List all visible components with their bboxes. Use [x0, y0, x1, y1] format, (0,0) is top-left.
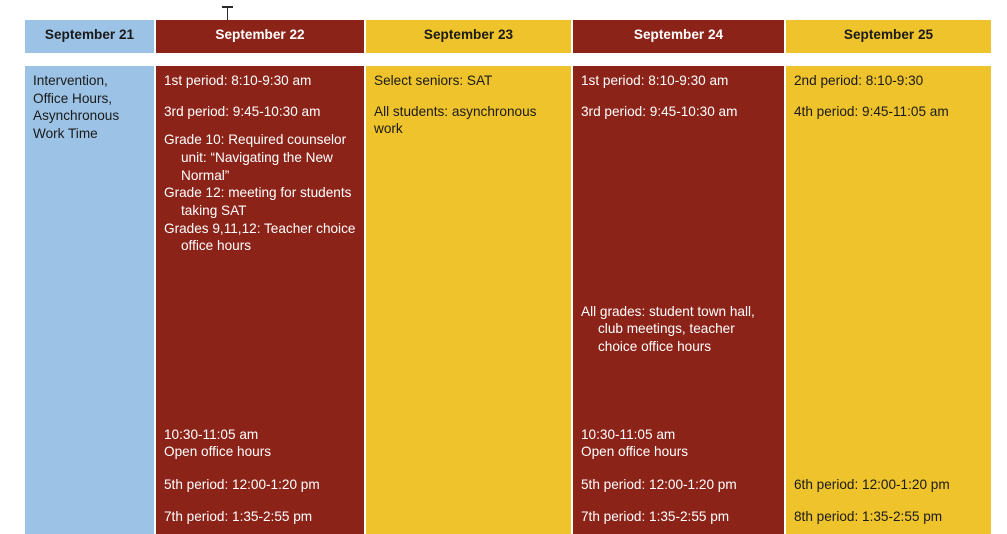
cell-line: Intervention,: [33, 73, 108, 88]
header-separator-row: [25, 53, 991, 66]
cell-sept-24-period-3: [573, 97, 784, 292]
cell-line: 3rd period: 9:45-10:30 am: [164, 103, 321, 119]
list-item: Grades 9,11,12: Teacher choice office hours: [164, 220, 356, 254]
column-header-sept-25: September 25: [786, 20, 991, 53]
cell-sept-23-sat: [366, 66, 571, 97]
cell-line: Open office hours: [164, 444, 272, 460]
cell-line: Asynchronous: [33, 108, 120, 124]
spacer: [573, 53, 784, 66]
cell-sept-21-all-day: [25, 66, 154, 534]
cell-line: 10:30-11:05 am: [164, 426, 259, 442]
spacer: [156, 53, 364, 66]
sept-24-all-grades-list: [581, 303, 776, 356]
cell-sept-22-period-3-and-grades: [156, 97, 364, 292]
list-item: Grade 10: Required counselor unit: “Navigating the New Normal”: [164, 132, 347, 183]
cell-sept-25-period-6: [786, 470, 991, 502]
spacer-sept-22: [156, 292, 364, 420]
cell-sept-24-period-1: [573, 66, 784, 97]
spacer: [164, 120, 356, 131]
spacer: [25, 53, 154, 66]
column-header-sept-22: September 22: [156, 20, 364, 53]
cell-sept-24-period-7: [573, 502, 784, 534]
list-item: Grade 12: meeting for students taking SAT: [164, 185, 352, 219]
cell-line: 5th period: 12:00-1:20 pm: [581, 476, 737, 492]
table-row-period-1: [25, 66, 991, 97]
cell-line: 4th period: 9:45-11:05 am: [794, 103, 949, 119]
cell-sept-24-period-5: [573, 470, 784, 502]
cell-line: 8th period: 1:35-2:55 pm: [794, 508, 943, 524]
cell-line: 10:30-11:05 am: [581, 426, 676, 442]
cell-sept-22-open-office-hours: [156, 420, 364, 470]
column-header-sept-23: September 23: [366, 20, 571, 53]
cell-sept-24-all-grades: [573, 292, 784, 420]
cell-line: 6th period: 12:00-1:20 pm: [794, 476, 950, 492]
sept-22-grade-list: [164, 131, 356, 255]
cell-sept-25-period-8: [786, 502, 991, 534]
cell-line: Select seniors: SAT: [374, 73, 493, 88]
column-header-sept-24: September 24: [573, 20, 784, 53]
list-item: All grades: student town hall, club meetings, teacher choice office hours: [581, 303, 755, 355]
cell-line: Open office hours: [581, 444, 689, 460]
cell-line: 1st period: 8:10-9:30 am: [581, 73, 729, 88]
cell-sept-24-open-office-hours: [573, 420, 784, 470]
cell-line: 3rd period: 9:45-10:30 am: [581, 103, 738, 119]
cell-line: All students: asynchronous work: [374, 103, 537, 137]
cell-sept-22-period-1: [156, 66, 364, 97]
weekly-schedule-table: [25, 20, 991, 534]
cell-line: Office Hours,: [33, 90, 113, 106]
cell-line: 7th period: 1:35-2:55 pm: [164, 508, 313, 524]
cell-line: 2nd period: 8:10-9:30: [794, 73, 924, 88]
cell-sept-25-period-2: [786, 66, 991, 97]
spacer: [786, 53, 991, 66]
cell-sept-22-period-7: [156, 502, 364, 534]
cell-sept-23-async: [366, 97, 571, 534]
cell-sept-22-period-5: [156, 470, 364, 502]
column-header-sept-21: September 21: [25, 20, 154, 53]
cell-line: 5th period: 12:00-1:20 pm: [164, 476, 320, 492]
spacer: [366, 53, 571, 66]
cell-line: Work Time: [33, 126, 98, 142]
table-row-period-3: [25, 97, 991, 292]
cell-line: 1st period: 8:10-9:30 am: [164, 73, 312, 88]
cell-sept-25-period-4: [786, 97, 991, 470]
table-header-row: [25, 20, 991, 53]
cell-line: 7th period: 1:35-2:55 pm: [581, 508, 730, 524]
